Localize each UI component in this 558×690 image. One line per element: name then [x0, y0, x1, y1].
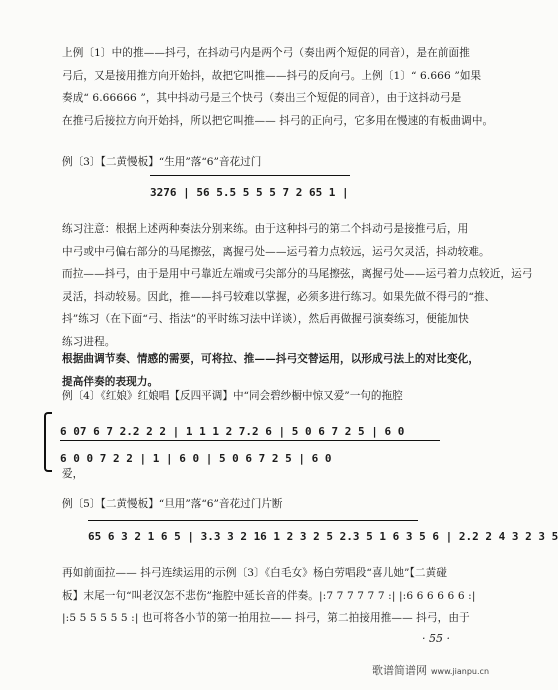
paragraph-2-line: 练习进程。	[62, 335, 116, 348]
paragraph-4-line: 再如前面拉—— 抖弓连续运用的示例〔3〕《白毛女》杨白劳唱段“喜儿她”【二黄碰	[62, 567, 448, 579]
paragraph-1-line: 奏成“ 6.66666 ”，其中抖动弓是三个快弓（奏出三个短促的同音），由于这抖动弓是	[62, 92, 462, 104]
paragraph-2	[62, 218, 533, 353]
paragraph-1	[62, 42, 494, 132]
example-4-system-brace	[44, 412, 52, 472]
paragraph-4-line: 板】末尾一句“叫老汉怎不悲伤”拖腔中延长音的伴奏。|:7 7 7 7 7 7 :| |:6 6 6 6 6 6 :|	[62, 589, 476, 602]
paragraph-2-line: 抖”练习（在下面“弓、指法”的平时练习法中详谈），然后再做握弓演奏练习，便能加快	[62, 313, 469, 325]
example-3-dashed-line	[150, 175, 350, 176]
page-number: · 55 ·	[422, 632, 450, 645]
paragraph-2-line: 灵活，抖动较易。因此，推——抖弓较难以掌握，必须多进行练习。如果先做不得弓的“推、	[62, 290, 496, 303]
example-5-notation: 65 6 3 2 1 6 5 | 3.3 3 2 16 1 2 3 2 5 2.3 5 1 6 3 5 6 | 2.2 2 4 3 2 3 5	[88, 530, 558, 543]
paragraph-3-line: 提高伴奏的表现力。	[62, 375, 159, 388]
watermark-url: www.jianpu.cn	[431, 667, 490, 676]
example-5-label: 例〔5〕【二黄慢板】“旦用”落“6”音花过门片断	[62, 498, 283, 510]
paragraph-2-line: 中弓或中弓偏右部分的马尾擦弦，离握弓处——运弓着力点较远，运弓欠灵活，抖动较难。	[62, 245, 490, 258]
example-4-lyric: 爱，	[62, 468, 84, 480]
paragraph-3-line: 根据曲调节奏、情感的需要，可将拉、推——抖弓交替运用，以形成弓法上的对比变化，	[62, 353, 480, 365]
example-4-label: 例〔4〕《红娘》红娘唱【反四平调】中“同会碧纱橱中惊又爱”一句的拖腔	[62, 390, 403, 402]
watermark-site: 歌谱简谱网	[372, 664, 427, 677]
example-5-dashed-line	[88, 520, 418, 521]
paragraph-2-line: 练习注意：根据上述两种奏法分别来练。由于这种抖弓的第二个抖动弓是接推弓后，用	[62, 223, 469, 235]
paragraph-2-line: 而拉——抖弓，由于是用中弓靠近左端或弓尖部分的马尾擦弦，离握弓处——运弓着力点较近，运弓	[62, 268, 533, 280]
paragraph-1-line: 上例〔1〕中的推——抖弓，在抖动弓内是两个弓（奏出两个短促的同音），是在前面推	[62, 47, 470, 59]
paragraph-4	[62, 562, 476, 630]
example-4-upper-staff: 6 07 6 7 2.2 2 2 | 1 1 1 2 7.2 6 | 5 0 6 7 2 5 | 6 0	[60, 425, 405, 438]
paragraph-3	[62, 348, 480, 393]
example-3-label: 例〔3〕【二黄慢板】“生用”落“6”音花过门	[62, 156, 262, 168]
paragraph-1-line: 在推弓后接拉方向开始抖，所以把它叫推—— 抖弓的正向弓，它多用在慢速的有板曲调中。	[62, 114, 494, 127]
watermark	[372, 662, 489, 678]
paragraph-1-line: 弓后，又是接用推方向开始抖，故把它叫推——抖弓的反向弓。上例〔1〕“ 6.666 ”如果	[62, 69, 482, 82]
example-4-staff-divider	[60, 440, 440, 441]
example-3-notation: 3276 | 56 5.5 5 5 5 7 2 65 1 |	[150, 186, 349, 199]
paragraph-4-line: |:5 5 5 5 5 5 :| 也可将各小节的第一拍用拉—— 抖弓，第二拍接用推—— 抖弓，由于	[62, 612, 470, 624]
example-4-lower-staff: 6 0 0 7 2 2 | 1 | 6 0 | 5 0 6 7 2 5 | 6 0	[60, 452, 332, 465]
